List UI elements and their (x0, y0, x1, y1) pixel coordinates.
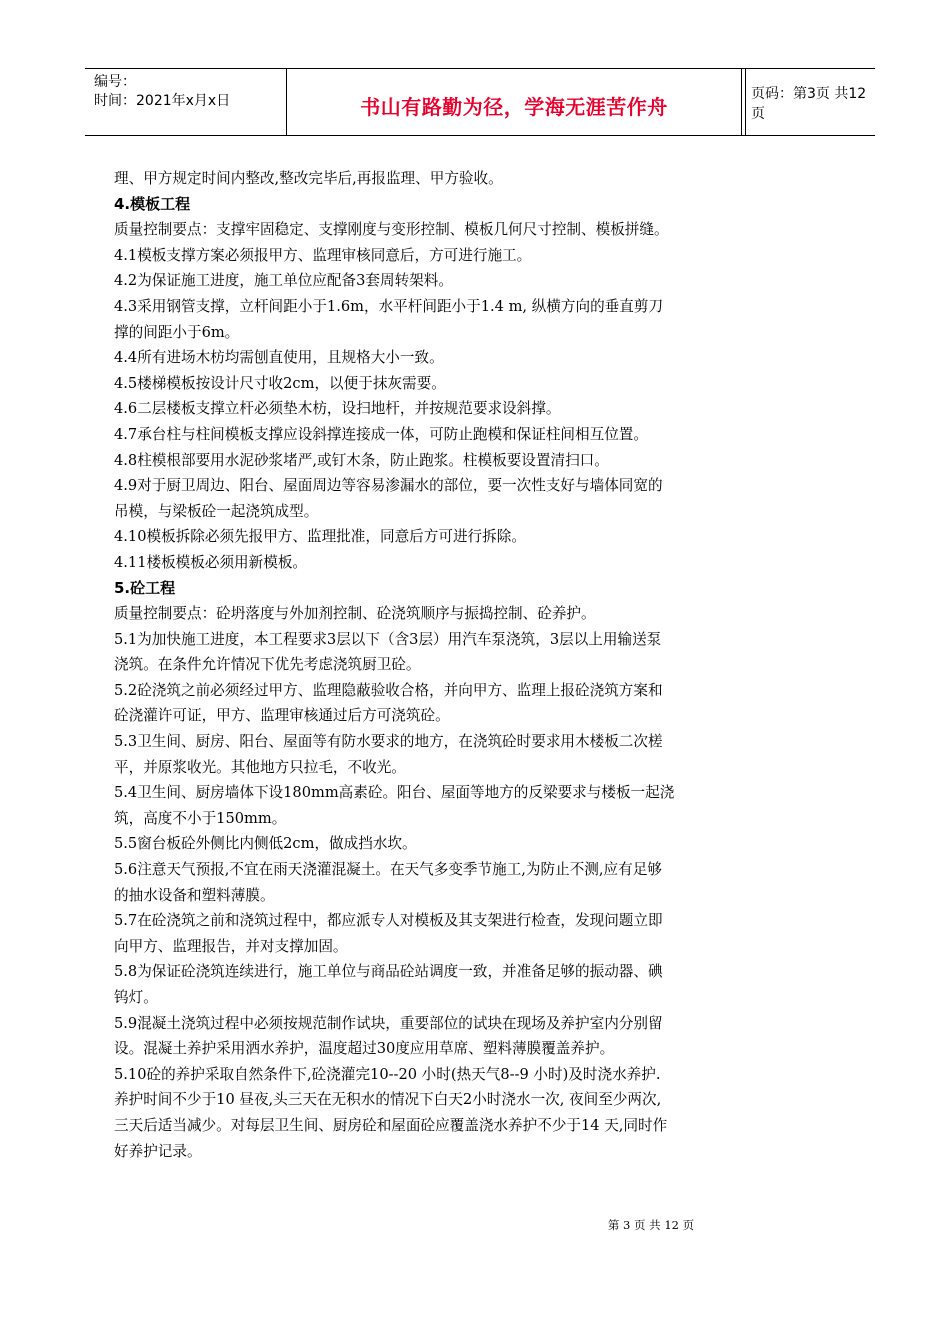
text-line: 砼浇灌许可证，甲方、监理审核通过后方可浇筑砼。 (114, 707, 450, 725)
header-motto-cell (286, 69, 742, 135)
page-footer (0, 1217, 950, 1233)
header-page-info: 页码：第3页 共12页 (751, 86, 867, 122)
text-line: 5.9混凝土浇筑过程中必须按规范制作试块，重要部位的试块在现场及养护室内分别留 (114, 1014, 663, 1032)
document-number: 编号： (94, 74, 136, 90)
text-line: 4.4所有进场木枋均需刨直使用，且规格大小一致。 (114, 349, 444, 367)
header-meta (85, 69, 286, 135)
text-line: 4.7承台柱与柱间模板支撑应设斜撑连接成一体，可防止跑模和保证柱间相互位置。 (114, 425, 648, 443)
header-divider (745, 69, 746, 135)
text-line: 撑的间距小于6m。 (114, 323, 240, 341)
header-motto: 书山有路勤为径，学海无涯苦作舟 (360, 94, 668, 119)
text-line: 钨灯。 (114, 989, 158, 1006)
footer-page-number: 第 3 页 共 12 页 (607, 1218, 695, 1232)
text-line: 5.4卫生间、厨房墙体下设180mm高素砼。阳台、屋面等地方的反梁要求与楼板一起浇 (114, 784, 675, 802)
text-line: 5.1为加快施工进度，本工程要求3层以下（含3层）用汽车泵浇筑，3层以上用输送泵 (114, 630, 662, 648)
text-line: 理、甲方规定时间内整改,整改完毕后,再报监理、甲方验收。 (114, 170, 503, 187)
text-line: 5.8为保证砼浇筑连续进行，施工单位与商品砼站调度一致，并准备足够的振动器、碘 (114, 963, 663, 981)
section-heading: 5.砼工程 (114, 578, 176, 597)
text-line: 筑，高度不小于150mm。 (114, 809, 287, 827)
text-line: 4.11楼板模板必须用新模板。 (114, 553, 308, 571)
text-line: 5.7在砼浇筑之前和浇筑过程中，都应派专人对模板及其支架进行检查，发现问题立即 (114, 912, 663, 930)
text-line: 好养护记录。 (114, 1142, 202, 1160)
section-heading: 4.模板工程 (114, 194, 191, 213)
document-date: 时间：2021年x月x日 (94, 93, 231, 109)
text-line: 平，并原浆收光。其他地方只拉毛，不收光。 (114, 758, 406, 776)
text-line: 4.6二层楼板支撑立杆必须垫木枋，设扫地杆，并按规范要求设斜撑。 (114, 400, 561, 418)
text-line: 4.3采用钢管支撑，立杆间距小于1.6m，水平杆间距小于1.4 m, 纵横方向的垂直剪刀 (114, 297, 664, 315)
text-line: 养护时间不少于10 昼夜,头三天在无积水的情况下白天2小时浇水一次, 夜间至少两次, (114, 1091, 662, 1109)
text-line: 5.6注意天气预报,不宜在雨天浇灌混凝土。在天气多变季节施工,为防止不测,应有足够 (114, 861, 662, 879)
page-header (85, 68, 875, 136)
text-line: 5.2砼浇筑之前必须经过甲方、监理隐蔽验收合格，并向甲方、监理上报砼浇筑方案和 (114, 681, 663, 699)
text-line: 4.5楼梯模板按设计尺寸收2cm，以便于抹灰需要。 (114, 374, 446, 392)
document-body (114, 166, 854, 1164)
text-line: 三天后适当减少。对每层卫生间、厨房砼和屋面砼应覆盖浇水养护不少于14 天,同时作 (114, 1116, 668, 1134)
text-line: 4.1模板支撑方案必须报甲方、监理审核同意后，方可进行施工。 (114, 246, 532, 264)
text-line: 5.10砼的养护采取自然条件下,砼浇灌完10--20 小时(热天气8--9 小时)及时浇水养护. (114, 1065, 661, 1083)
text-line: 4.9对于厨卫周边、阳台、屋面周边等容易渗漏水的部位，要一次性支好与墙体同宽的 (114, 477, 663, 495)
text-line: 4.10模板拆除必须先报甲方、监理批准，同意后方可进行拆除。 (114, 528, 526, 546)
header-page-cell (742, 69, 875, 135)
text-line: 质量控制要点：支撑牢固稳定、支撑刚度与变形控制、模板几何尺寸控制、模板拼缝。 (114, 221, 669, 239)
text-line: 5.3卫生间、厨房、阳台、屋面等有防水要求的地方，在浇筑砼时要求用木楼板二次槎 (114, 733, 663, 751)
text-line: 浇筑。在条件允许情况下优先考虑浇筑厨卫砼。 (114, 656, 421, 674)
text-line: 的抽水设备和塑料薄膜。 (114, 886, 275, 904)
text-line: 质量控制要点：砼坍落度与外加剂控制、砼浇筑顺序与振捣控制、砼养护。 (114, 605, 596, 623)
text-line: 4.2为保证施工进度，施工单位应配备3套周转架料。 (114, 272, 453, 290)
text-line: 5.5窗台板砼外侧比内侧低2cm，做成挡水坎。 (114, 835, 417, 853)
text-line: 4.8柱模根部要用水泥砂浆堵严,或钉木条，防止跑浆。柱模板要设置清扫口。 (114, 451, 609, 469)
text-line: 向甲方、监理报告，并对支撑加固。 (114, 937, 348, 955)
text-line: 设。混凝土养护采用洒水养护，温度超过30度应用草席、塑料薄膜覆盖养护。 (114, 1040, 615, 1058)
text-line: 吊模，与梁板砼一起浇筑成型。 (114, 502, 319, 520)
